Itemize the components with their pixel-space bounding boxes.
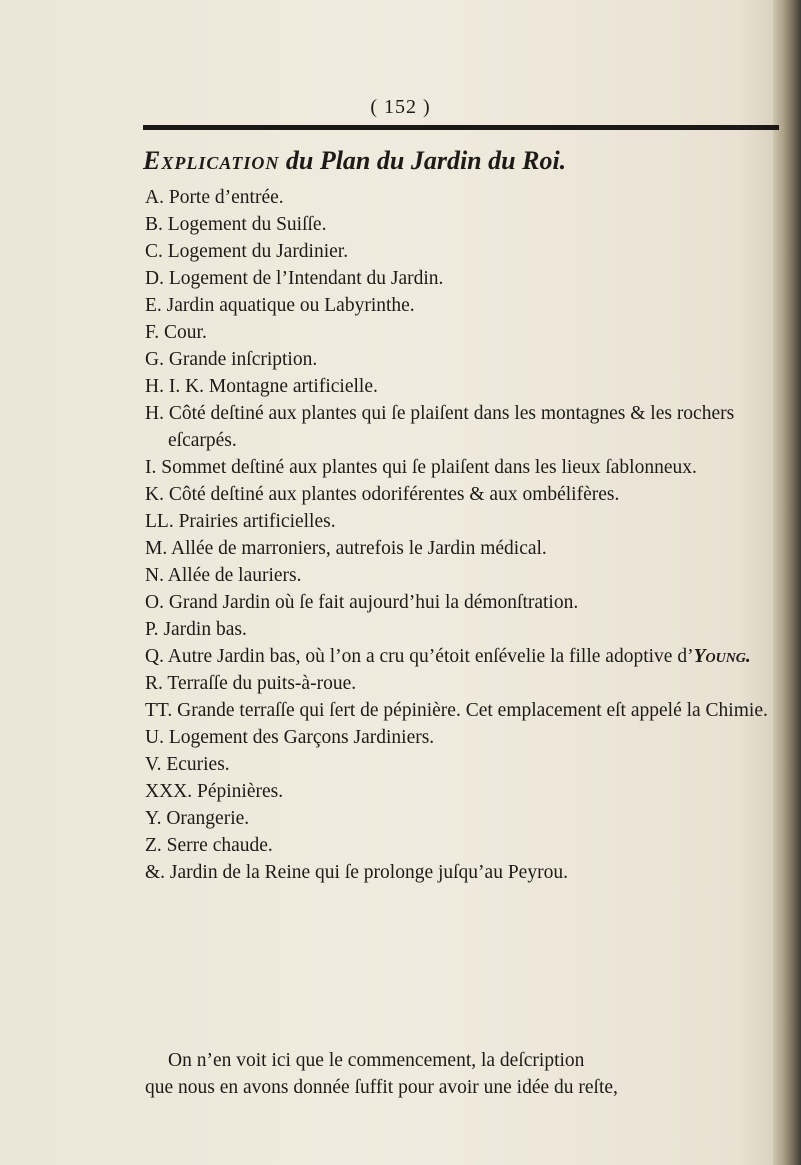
legend-entry [145,562,791,589]
legend-entry [145,400,791,454]
legend-list [145,184,791,886]
entry-key: Y. [145,808,162,829]
entry-key: C. [145,241,163,262]
entry-text: Orangerie. [166,808,250,829]
entry-key: F. [145,322,160,343]
entry-text: Grand Jardin où ſe fait aujourd’hui la démonſtration. [168,592,579,613]
legend-entry [145,859,791,886]
page-number: ( 152 ) [370,96,431,118]
legend-entry [145,697,791,724]
entry-key: D. [145,268,164,289]
closing-paragraph [145,1047,785,1101]
entry-key: Q. [145,646,164,667]
legend-entry [145,616,791,643]
entry-text: Côté deſtiné aux plantes odoriférentes & aux ombélifères. [168,484,620,505]
legend-entry [145,292,791,319]
closing-line-2: que nous en avons donnée ſuffit pour avoir une idée du reſte, [145,1077,618,1098]
entry-key: B. [145,214,163,235]
header-rule [143,125,779,130]
legend-entry [145,805,791,832]
entry-text: Cour. [164,322,207,343]
entry-text: Jardin bas. [163,619,247,640]
legend-entry [145,508,791,535]
entry-text: Côté deſtiné aux plantes qui ſe plaiſent dans les montagnes & les rochers eſcarpés. [168,403,735,451]
legend-entry [145,346,791,373]
legend-entry [145,184,791,211]
entry-text: Terraſſe du puits-à-roue. [167,673,357,694]
legend-entry [145,238,791,265]
legend-entry [145,211,791,238]
entry-key: R. [145,673,163,694]
entry-key: LL. [145,511,174,532]
entry-key: H. [145,403,164,424]
entry-key: K. [145,484,164,505]
entry-text: Prairies artificielles. [178,511,336,532]
entry-key: G. [145,349,164,370]
entry-key: V. [145,754,162,775]
closing-line-1: On n’en voit ici que le commencement, la deſcription [168,1050,585,1071]
entry-key: O. [145,592,164,613]
title-rest: du Plan du Jardin du Roi. [279,146,567,175]
legend-entry [145,535,791,562]
entry-text: Jardin de la Reine qui ſe prolonge juſqu’au Peyrou. [169,862,568,883]
entry-key: Z. [145,835,162,856]
entry-key: I. [145,457,157,478]
legend-entry [145,454,791,481]
entry-text: Grande inſcription. [168,349,318,370]
entry-key: XXX. [145,781,193,802]
entry-key: N. [145,565,164,586]
entry-key: A. [145,187,164,208]
entry-text: Jardin aquatique ou Labyrinthe. [166,295,415,316]
entry-text: Logement de l’Intendant du Jardin. [168,268,444,289]
legend-entry [145,751,791,778]
legend-entry [145,373,791,400]
entry-text-italic: Young. [693,646,751,667]
entry-key: H. I. K. [145,376,205,397]
legend-entry [145,724,791,751]
legend-entry [145,832,791,859]
legend-entry [145,589,791,616]
legend-entry [145,319,791,346]
entry-text: Allée de lauriers. [167,565,302,586]
entry-key: TT. [145,700,173,721]
page-title [143,146,783,176]
legend-entry [145,778,791,805]
entry-key: M. [145,538,168,559]
entry-key: &. [145,862,166,883]
entry-text: Serre chaude. [166,835,273,856]
legend-entry [145,481,791,508]
legend-entry [145,643,791,670]
entry-key: E. [145,295,162,316]
entry-text: Logement des Garçons Jardiniers. [168,727,435,748]
entry-text: Montagne artificielle. [208,376,378,397]
entry-text: Allée de marroniers, autrefois le Jardin médical. [171,538,547,559]
title-explication: Explication [143,146,280,175]
entry-text: Grande terraſſe qui ſert de pépinière. Cet emplacement eſt appelé la Chimie. [177,700,768,721]
entry-text: Ecuries. [166,754,230,775]
entry-text: Logement du Jardinier. [167,241,349,262]
entry-key: U. [145,727,164,748]
entry-text: Pépinières. [197,781,284,802]
entry-key: P. [145,619,159,640]
legend-entry [145,670,791,697]
entry-text: Porte d’entrée. [168,187,284,208]
entry-text: Autre Jardin bas, où l’on a cru qu’étoit enſévelie la fille adoptive d’ [167,646,694,667]
entry-text: Logement du Suiſſe. [167,214,327,235]
entry-text: Sommet deſtiné aux plantes qui ſe plaiſent dans les lieux ſablonneux. [161,457,697,478]
legend-entry [145,265,791,292]
